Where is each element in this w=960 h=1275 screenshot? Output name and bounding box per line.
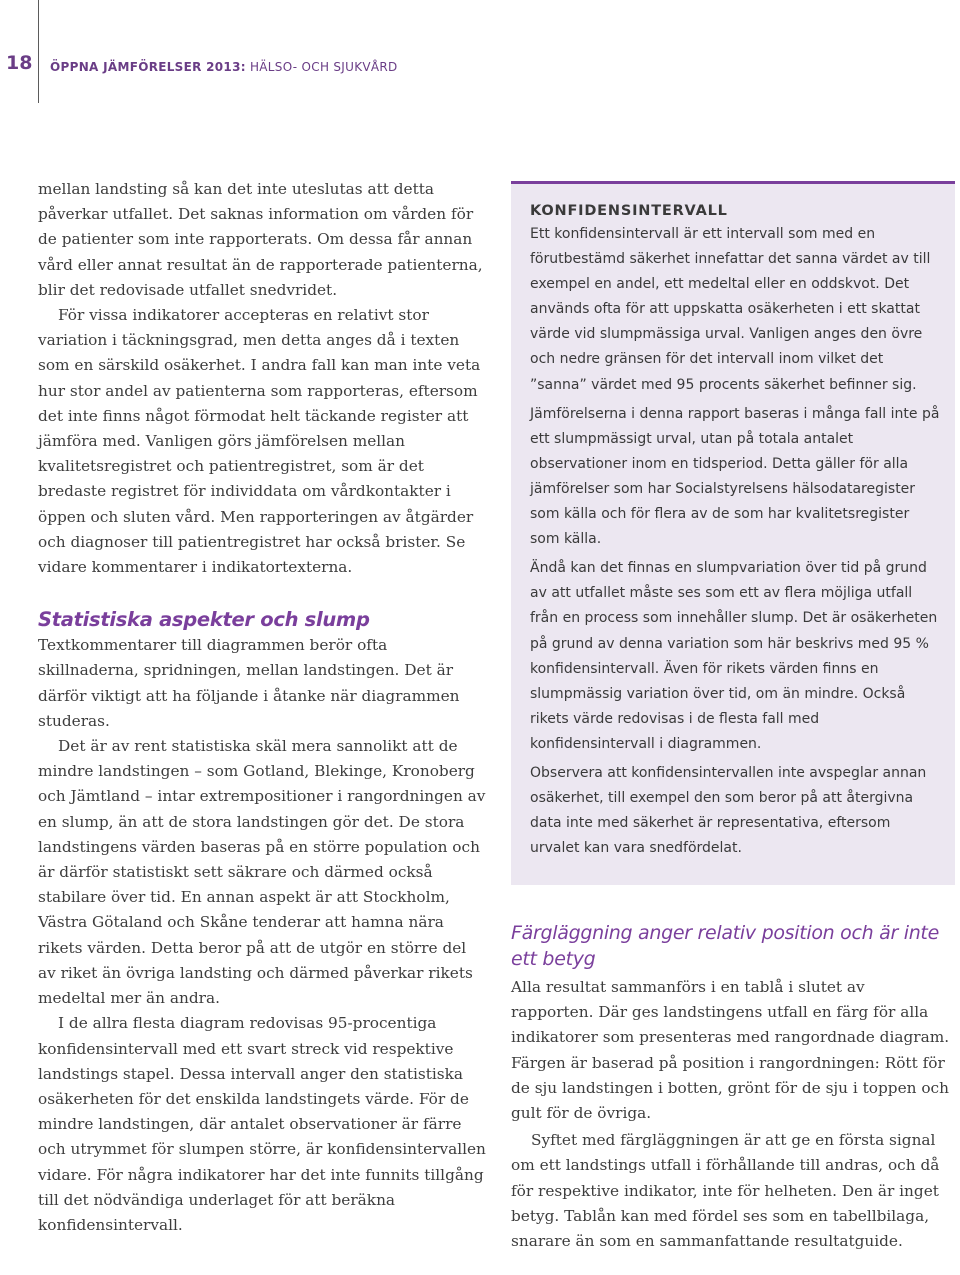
fact-box-paragraph: Ett konfidensintervall är ett intervall som med en förutbestämd säkerhet innefattar det sanna värdet av till exempel en andel, ett medeltal eller en oddskvot. Det används ofta för att uppskatta osäkerheten i ett skattat värde vid slumpmässiga urval. Vanligen anges den övre och nedre gränsen för det intervall inom vilket det ”sanna” värdet med 95 procents säkerhet befinner sig. — [530, 226, 931, 393]
body-paragraph: Alla resultat sammanförs i en tablå i slutet av rapporten. Där ges landstingens utfall en färg för alla indikatorer som presenteras med rangordnade diagram. Färgen är baserad på position i rangordningen: Rött för de sju landstingen i botten, grönt för de sju i toppen och gult för de övriga. — [511, 978, 950, 1123]
fact-box-title: KONFIDENSINTERVALL — [530, 203, 728, 219]
fact-box-paragraph: Observera att konfidensintervallen inte avspeglar annan osäkerhet, till exempel den som beror på att återgivna data inte med säkerhet är representativa, eftersom urvalet kan vara snedfördelat. — [530, 764, 927, 857]
body-paragraph: Textkommentarer till diagrammen berör ofta skillnaderna, spridningen, mellan landstingen. Det är därför viktigt att ha följande i åtanke när diagrammen studeras. — [38, 636, 460, 730]
fact-box-paragraph: Jämförelserna i denna rapport baseras i många fall inte på ett slumpmässigt urval, utan på totala antalet observationer inom en tidsperiod. Detta gäller för alla jämförelser som har Socialstyrelsens hälsodataregister som källa och för flera av de som har kvalitetsregister som källa. — [530, 405, 940, 548]
body-paragraph: I de allra flesta diagram redovisas 95-procentiga konfidensintervall med ett svart streck vid respektive landstings stapel. Dessa intervall anger den statistiska osäkerheten för det enskilda landstingets värde. För de mindre landstingen, där antalet observationer är färre och utrymmet för slumpen större, är konfidensintervallen vidare. För några indikatorer har det inte funnits tillgång till det nödvändiga underlaget för att beräkna konfidensintervall. — [38, 1014, 486, 1234]
running-title-main: ÖPPNA JÄMFÖRELSER 2013: — [50, 60, 246, 74]
header-divider — [38, 0, 39, 103]
section-heading-coloring: Färgläggning anger relativ position och är inte ett betyg — [511, 922, 939, 970]
running-title-sub: HÄLSO- OCH SJUKVÅRD — [249, 60, 398, 74]
body-paragraph: Syftet med färgläggningen är att ge en första signal om ett landstings utfall i förhållande till andras, och då för respektive indikator, inte för helheten. Den är inget betyg. Tablån kan med fördel ses som en tabellbilaga, snarare än som en sammanfattande resultatguide. — [511, 1131, 940, 1251]
fact-box-paragraph: Ändå kan det finnas en slumpvariation över tid på grund av att utfallet måste ses som ett av flera möjliga utfall från en process som innehåller slump. Det är osäkerheten på grund av denna variation som här beskrivs med 95 % konfidensintervall. Även för rikets värden finns en slumpmässig variation över tid, om än mindre. Också rikets värde redovisas i de flesta fall med konfidensintervall i diagrammen. — [530, 560, 938, 752]
right-column — [511, 920, 951, 1254]
fact-box-confidence-interval — [511, 181, 955, 885]
page-number: 18 — [6, 52, 33, 74]
section-heading-statistics: Statistiska aspekter och slump — [38, 608, 370, 632]
body-paragraph: Det är av rent statistiska skäl mera sannolikt att de mindre landstingen – som Gotland, Blekinge, Kronoberg och Jämtland – intar extrempositioner i rangordningen av en slump, än att de stora landstingen gör det. De stora landstingens värden baseras på en större population och är därför statistiskt sett säkrare och därmed också stabilare över tid. En annan aspekt är att Stockholm, Västra Götaland och Skåne tenderar att hamna nära rikets värden. Detta beror på att de utgör en större del av riket än övriga landsting och därmed påverkar rikets medeltal mer än andra. — [38, 737, 486, 1008]
body-paragraph: mellan landsting så kan det inte uteslutas att detta påverkar utfallet. Det saknas information om vården för de patienter som inte rapporterats. Om dessa får annan vård eller annat resultat än de rapporterade patienterna, blir det redovisade utfallet snedvridet. — [38, 180, 483, 299]
running-title — [50, 60, 398, 74]
left-column — [38, 177, 486, 1238]
page-header — [0, 0, 960, 130]
body-paragraph: För vissa indikatorer accepteras en relativt stor variation i täckningsgrad, men detta anges då i texten som en särskild osäkerhet. I andra fall kan man inte veta hur stor andel av patienterna som rapporteras, eftersom det inte finns något förmodat helt täckande register att jämföra med. Vanligen görs jämförelsen mellan kvalitetsregistret och patientregistret, som är det bredaste registret för individdata om vårdkontakter i öppen och sluten vård. Men rapporteringen av åtgärder och diagnoser till patientregistret har också brister. Se vidare kommentarer i indikatortexterna. — [38, 306, 481, 577]
